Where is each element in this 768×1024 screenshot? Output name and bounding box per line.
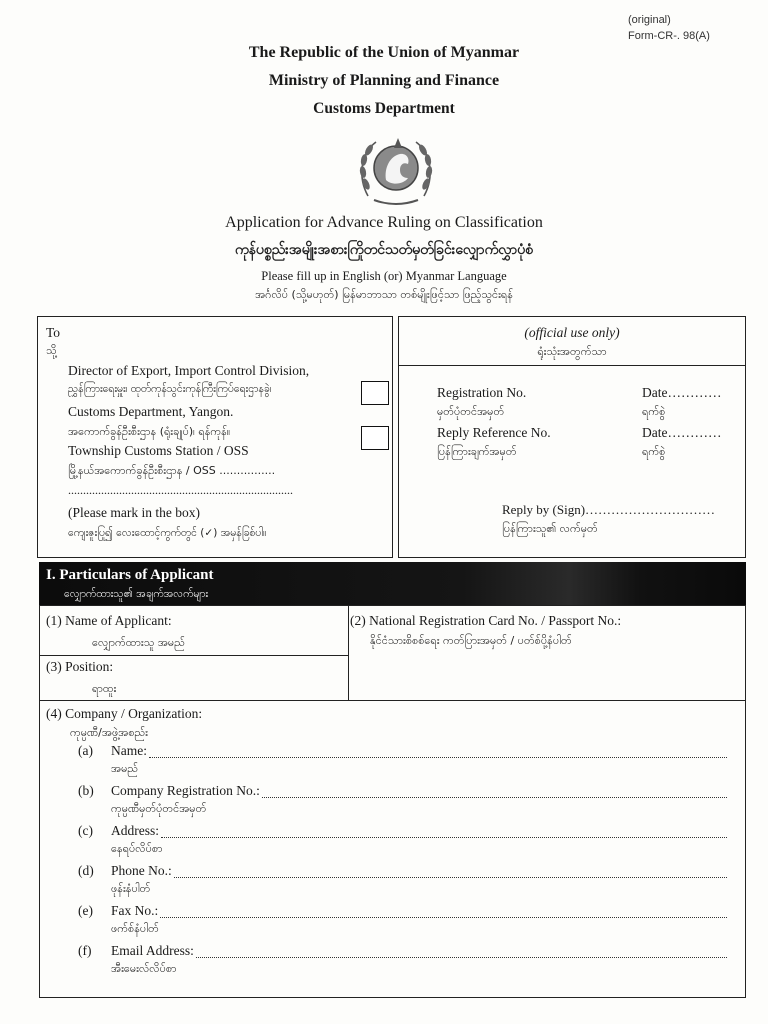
company-field-label-mm: ကုမ္ပဏီမှတ်ပုံတင်အမှတ်	[111, 802, 207, 815]
company-label-mm: ကုမ္ပဏီ/အဖွဲ့အစည်း	[70, 726, 148, 739]
fill-instruction: Please fill up in English (or) Myanmar Language	[261, 269, 507, 283]
township-line-mm: မြို့နယ်အကောက်ခွန်ဦးစီးဌာန / OSS ................	[68, 464, 276, 477]
yangon-checkbox[interactable]	[361, 381, 389, 405]
official-use-divider	[398, 365, 746, 366]
director-line: Director of Export, Import Control Division,	[68, 363, 310, 378]
fill-instruction-mm: အင်္ဂလိပ် (သို့မဟုတ်) မြန်မာဘာသာ တစ်မျိုးဖြင့်သာ ဖြည့်သွင်းရန်	[255, 288, 513, 301]
company-field-input-line[interactable]	[262, 797, 727, 798]
registration-no-label: Registration No.	[437, 385, 527, 400]
form-title: Application for Advance Ruling on Classification	[225, 214, 543, 231]
reply-date-label-mm: ရက်စွဲ	[642, 445, 666, 458]
company-field-letter: (f)	[78, 943, 92, 958]
mark-instruction-mm: ကျေးဇူးပြု၍ လေးထောင့်ကွက်တွင် (✓) အမှန်ခြစ်ပါ။	[68, 527, 267, 539]
township-checkbox[interactable]	[361, 426, 389, 450]
customs-emblem	[354, 128, 438, 210]
company-field-input-line[interactable]	[149, 757, 727, 758]
department-heading: Customs Department	[313, 100, 455, 117]
company-field-letter: (b)	[78, 783, 94, 798]
company-field-label: Address:	[111, 823, 159, 838]
company-field-input-line[interactable]	[196, 957, 727, 958]
form-code-number: Form-CR-. 98(A)	[628, 30, 710, 42]
company-field-label-mm: နေရပ်လိပ်စာ	[111, 842, 163, 855]
company-field-label: Fax No.:	[111, 903, 159, 918]
township-line: Township Customs Station / OSS	[68, 443, 249, 458]
company-field-label-mm: ဖက်စ်နံပါတ်	[111, 922, 159, 935]
township-fill-line[interactable]: ...........................................................................	[68, 483, 293, 497]
nrc-passport-label: (2) National Registration Card No. / Passport No.:	[350, 613, 622, 628]
company-field-letter: (a)	[78, 743, 93, 758]
to-label-mm: သို့	[46, 344, 57, 357]
position-label-mm: ရာထူး	[92, 682, 117, 695]
company-field-letter: (c)	[78, 823, 93, 838]
nrc-passport-label-mm: နိုင်ငံသားစိစစ်ရေး ကတ်ပြားအမှတ် / ပတ်စ်ပို့နံပါတ်	[370, 634, 572, 647]
company-field-input-line[interactable]	[160, 917, 727, 918]
table-hline-2	[39, 700, 746, 701]
reply-by-sign: Reply by (Sign)…………………………	[502, 502, 716, 517]
customs-dept-line-mm: အကောက်ခွန်ဦးစီးဌာန (ရုံးချုပ်)၊ ရန်ကုန်။	[68, 425, 231, 438]
table-hline-1	[39, 655, 348, 656]
position-label: (3) Position:	[46, 659, 114, 674]
form-title-mm: ကုန်ပစ္စည်းအမျိုးအစားကြိုတင်သတ်မှတ်ခြင်းလျှောက်လွှာပုံစံ	[234, 242, 534, 258]
registration-no-label-mm: မှတ်ပုံတင်အမှတ်	[437, 405, 505, 418]
director-line-mm: ညွှန်ကြားရေးမှူး၊ ထုတ်ကုန်သွင်းကုန်ကြီးကြပ်ရေးဌာနခွဲ၊	[68, 383, 272, 395]
reply-by-sign-mm: ပြန်ကြားသူ၏ လက်မှတ်	[502, 522, 598, 535]
reply-ref-label-mm: ပြန်ကြားချက်အမှတ်	[437, 445, 517, 458]
mark-instruction: (Please mark in the box)	[68, 505, 200, 520]
form-code-original: (original)	[628, 14, 671, 26]
registration-date-label-mm: ရက်စွဲ	[642, 405, 666, 418]
company-field-input-line[interactable]	[174, 877, 727, 878]
company-field-label: Name:	[111, 743, 147, 758]
company-field-input-line[interactable]	[161, 837, 727, 838]
official-use-title-mm: ရုံးသုံးအတွက်သာ	[537, 345, 607, 358]
form-code	[628, 12, 710, 44]
official-use-title: (official use only)	[524, 325, 620, 340]
registration-date-label: Date…………	[642, 385, 722, 400]
company-field-label-mm: ဖုန်းနံပါတ်	[111, 882, 151, 895]
company-field-label: Company Registration No.:	[111, 783, 260, 798]
section-title-mm: လျှောက်ထားသူ၏ အချက်အလက်များ	[64, 588, 209, 600]
company-field-label-mm: အီးမေးလ်လိပ်စာ	[111, 962, 177, 975]
table-vdivider	[348, 605, 349, 700]
reply-date-label: Date…………	[642, 425, 722, 440]
company-field-label: Email Address:	[111, 943, 194, 958]
applicant-name-label: (1) Name of Applicant:	[46, 613, 172, 628]
ministry-heading: Ministry of Planning and Finance	[268, 72, 500, 89]
company-field-letter: (d)	[78, 863, 94, 878]
company-field-label-mm: အမည်	[111, 762, 139, 775]
company-field-letter: (e)	[78, 903, 93, 918]
applicant-name-label-mm: လျှောက်ထားသူ အမည်	[92, 636, 185, 649]
reply-ref-label: Reply Reference No.	[437, 425, 551, 440]
company-field-label: Phone No.:	[111, 863, 172, 878]
section-title: I. Particulars of Applicant	[46, 567, 214, 583]
to-label: To	[46, 325, 61, 340]
customs-dept-line: Customs Department, Yangon.	[68, 404, 234, 419]
republic-heading: The Republic of the Union of Myanmar	[248, 44, 520, 61]
company-label: (4) Company / Organization:	[46, 706, 203, 721]
